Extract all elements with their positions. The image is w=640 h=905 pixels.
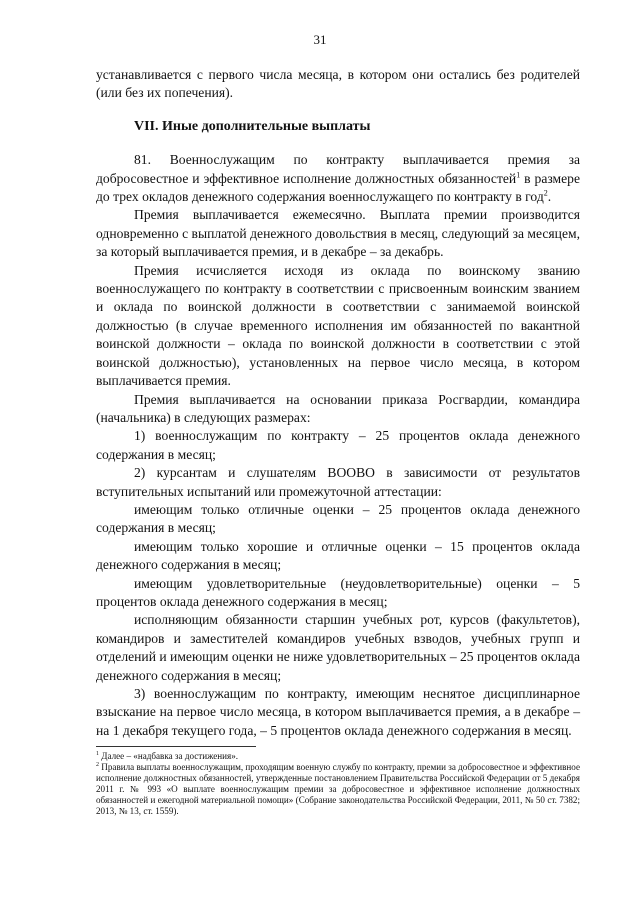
paragraph-81: [96, 151, 580, 206]
footnote-1-text: Далее – «надбавка за достижения».: [99, 751, 239, 762]
paragraph-monthly-payment: Премия выплачивается ежемесячно. Выплата премии производится одновременно с выплатой денежного довольствия в месяц, следующий за месяцем, за который выплачивается премия, и в декабре – за декабрь.: [96, 207, 580, 260]
paragraph-calculation: Премия исчисляется исходя из оклада по воинскому званию военнослужащего по контракту в соответствии с присвоенным воинским званием и оклада по воинской должности в соответствии с занимаемой воинской должностью (в случае временного исполнения им обязанностей по вакантной воинской должности – оклада по воинской должности в соответствии с этой воинской должностью), установленных на первое число месяца, в котором выплачивается премия.: [96, 262, 580, 389]
footnote-divider: [96, 746, 256, 747]
footnote-2: [96, 762, 580, 817]
footnote-2-mark: 2: [96, 762, 99, 769]
footnote-1: [96, 751, 580, 762]
list-item-2-sergeants: исполняющим обязанности старшин учебных рот, курсов (факультетов), командиров и заместителей командиров учебных взводов, учебных групп и отделений и имеющим оценки не ниже удовлетворительных – 25 процентов оклада денежного содержания в месяц;: [96, 612, 580, 683]
footnote-2-text: Правила выплаты военнослужащим, проходящим военную службу по контракту, премии за добросовестное и эффективное исполнение должностных обязанностей, утвержденные постановлением Правительства Российской Федерации от 5 декабря 2011 г. № 993 «О выплате военнослужащим премии за добросовестное и эффективное исполнение должностных обязанностей и ежегодной материальной помощи» (Собрание законодательства Российской Федерации, 2011, № 50 ст. 7382; 2013, № 13, ст. 1559).: [96, 762, 580, 817]
footnote-ref-2: 2: [543, 188, 548, 198]
paragraph-basis: Премия выплачивается на основании приказа Росгвардии, командира (начальника) в следующих размерах:: [96, 391, 580, 425]
intro-paragraph: устанавливается с первого числа месяца, в котором они остались без родителей (или без их попечения).: [96, 67, 580, 101]
list-item-2-good: имеющим только хорошие и отличные оценки – 15 процентов оклада денежного содержания в месяц;: [96, 538, 580, 573]
page-content: [96, 66, 580, 817]
paragraph-81-text-b: в размере до трех окладов денежного содержания военнослужащего по контракту в год: [96, 170, 580, 205]
section-heading: VII. Иные дополнительные выплаты: [134, 118, 371, 134]
paragraph-81-text: 81. Военнослужащим по контракту выплачивается премия за добросовестное и эффективное исполнение должностных обязанностей: [96, 152, 580, 186]
page-number: 31: [313, 32, 327, 47]
list-item-2: 2) курсантам и слушателям ВООВО в зависимости от результатов вступительных испытаний или промежуточной аттестации:: [96, 465, 580, 499]
footnote-1-mark: 1: [96, 751, 99, 758]
list-item-3: 3) военнослужащим по контракту, имеющим неснятое дисциплинарное взыскание на первое число месяца, в котором выплачивается премия, а в декабре – на 1 декабря текущего года, – 5 процентов оклада денежного содержания в месяц.: [96, 686, 580, 738]
list-item-2-excellent: имеющим только отличные оценки – 25 процентов оклада денежного содержания в месяц;: [96, 501, 580, 536]
list-item-2-satisfactory: имеющим удовлетворительные (неудовлетворительные) оценки – 5 процентов оклада денежного содержания в месяц;: [96, 575, 580, 609]
paragraph-81-text-c: .: [547, 189, 552, 205]
list-item-1: 1) военнослужащим по контракту – 25 процентов оклада денежного содержания в месяц;: [96, 428, 580, 462]
footnote-ref-1: 1: [516, 170, 521, 180]
